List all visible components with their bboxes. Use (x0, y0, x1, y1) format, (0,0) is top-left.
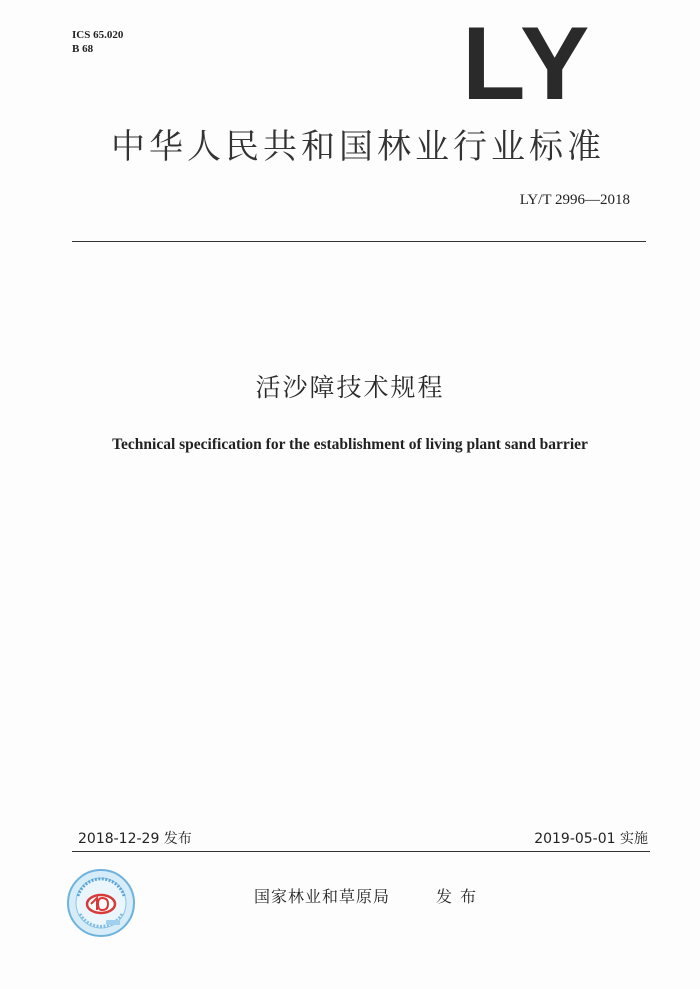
publish-label: 发布 (436, 887, 485, 906)
standard-number: LY/T 2996—2018 (519, 192, 630, 208)
ics-code: ICS 65.020 (72, 29, 124, 41)
certification-seal-icon (66, 868, 136, 938)
english-title: Technical specification for the establishment of living plant sand barrier (112, 436, 588, 453)
issue-date: 2018-12-29 发布 (78, 831, 192, 847)
classification-codes (72, 28, 123, 56)
publisher-name: 国家林业和草原局 (254, 887, 391, 906)
ccs-code: B 68 (72, 43, 94, 55)
bottom-divider (72, 851, 650, 852)
top-divider (72, 241, 646, 242)
implementation-date: 2019-05-01 实施 (534, 831, 648, 847)
chinese-title: 活沙障技术规程 (255, 373, 445, 402)
standard-mark-logo: LY (462, 6, 594, 122)
standard-category-title: 中华人民共和国林业行业标准 (111, 127, 605, 167)
